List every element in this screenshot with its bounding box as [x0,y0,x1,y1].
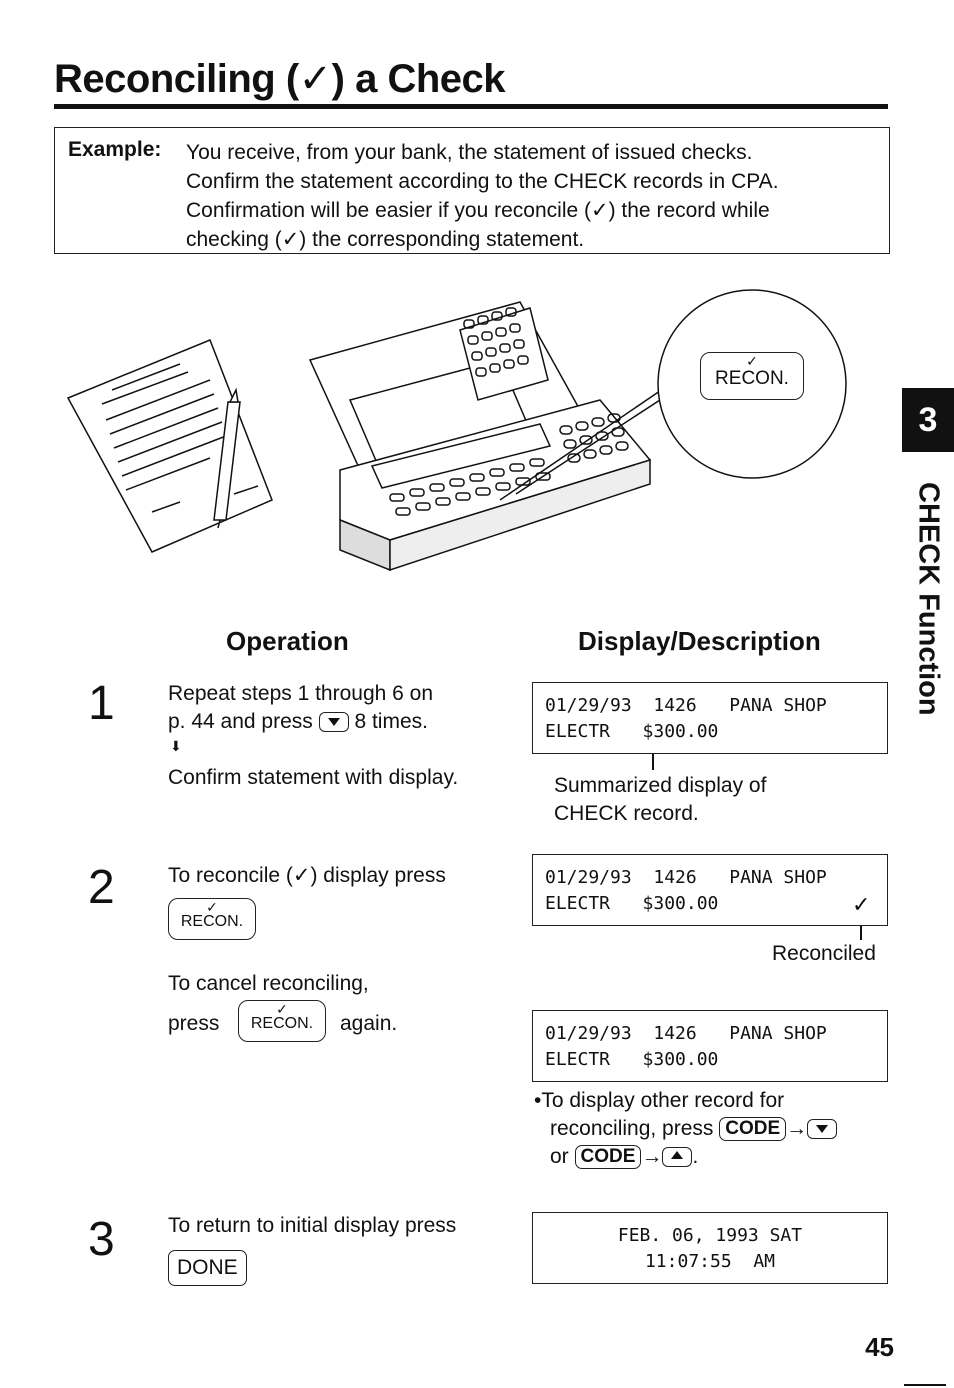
arrow-right-icon: → [786,1117,808,1140]
step-text: Confirm statement with display. [168,766,459,789]
step-number: 3 [88,1213,115,1266]
note-period: . [692,1145,699,1168]
check-mark-icon: ✓ [206,899,218,915]
chapter-label: CHECK Function [912,482,945,716]
lcd-display [532,1010,888,1082]
step-text [168,708,428,736]
operation-heading: Operation [226,626,349,656]
lcd-row: 01/29/93 1426 PANA SHOP [545,1023,827,1044]
lcd-row: ELECTR $300.00 [545,893,719,914]
step-text: To return to initial display press [168,1214,457,1237]
step-number: 1 [88,677,115,730]
recon-key-label: RECON. [715,368,789,389]
step-text-pre: press [168,1012,220,1035]
lcd-row: 11:07:55 AM [644,1251,776,1272]
recon-key [238,1000,326,1042]
display-heading: Display/Description [578,626,821,656]
lcd-row: ELECTR $300.00 [545,1049,719,1070]
lcd-display [532,1212,888,1284]
reconciled-check-mark: ✓ [852,892,871,917]
step-text-post: again. [340,1012,398,1035]
device-illustration [60,280,860,580]
document-paper-icon [68,340,272,552]
lcd-row: 01/29/93 1426 PANA SHOP [545,695,827,716]
lcd-row: 01/29/93 1426 PANA SHOP [545,867,827,888]
recon-key-illustration [700,352,804,400]
check-mark-icon: ✓ [746,353,758,369]
description-line: CHECK record. [554,802,699,825]
down-arrow-icon: ⬇ [170,738,182,754]
note-text: or [550,1145,569,1168]
arrow-right-icon: → [641,1145,663,1168]
chapter-tab: 3 [902,388,954,452]
check-mark-icon: ✓ [276,1001,288,1017]
code-key: CODE [575,1145,642,1169]
step-text-pre: p. 44 and press [168,710,313,733]
footer-rule [904,1384,946,1386]
lcd-display [532,682,888,754]
pointer-line [860,926,862,940]
down-arrow-icon [816,1125,828,1133]
step-text: To reconcile (✓) display press [168,864,446,887]
example-line: You receive, from your bank, the statement of issued checks. [186,141,753,164]
done-key: DONE [168,1250,247,1286]
down-arrow-icon [328,718,340,726]
lcd-row: FEB. 06, 1993 SAT [617,1225,803,1246]
step-number: 2 [88,861,115,914]
page-title: Reconciling (✓) a Check [54,57,505,101]
code-key: CODE [719,1117,786,1141]
note-line [550,1115,837,1143]
display-description [554,772,766,828]
recon-key-label: RECON. [180,913,244,930]
example-line: Confirm the statement according to the CHECK records in CPA. [186,170,779,193]
pointer-line [652,754,654,770]
example-text [186,138,886,254]
title-rule [54,104,888,109]
recon-key-label: RECON. [250,1015,314,1032]
note-line [550,1143,698,1171]
up-arrow-icon [671,1151,683,1159]
note-line: •To display other record for [534,1089,785,1112]
description-line: Summarized display of [554,774,767,797]
page-number: 45 [865,1332,894,1362]
lcd-row: ELECTR $300.00 [545,721,719,742]
down-arrow-key [319,712,349,732]
example-label: Example: [68,138,162,161]
step-text: Repeat steps 1 through 6 on [168,682,434,705]
step-text-post: 8 times. [354,710,428,733]
lcd-display [532,854,888,926]
example-line: Confirmation will be easier if you reconcile (✓) the record while [186,199,770,222]
example-line: checking (✓) the corresponding statement. [186,228,585,251]
display-description: Reconciled [772,942,876,965]
up-arrow-key [662,1147,692,1167]
organizer-device-icon [310,302,650,570]
recon-key [168,898,256,940]
step-text: To cancel reconciling, [168,972,369,995]
down-arrow-key [807,1119,837,1139]
note-text: reconciling, press [550,1117,714,1140]
